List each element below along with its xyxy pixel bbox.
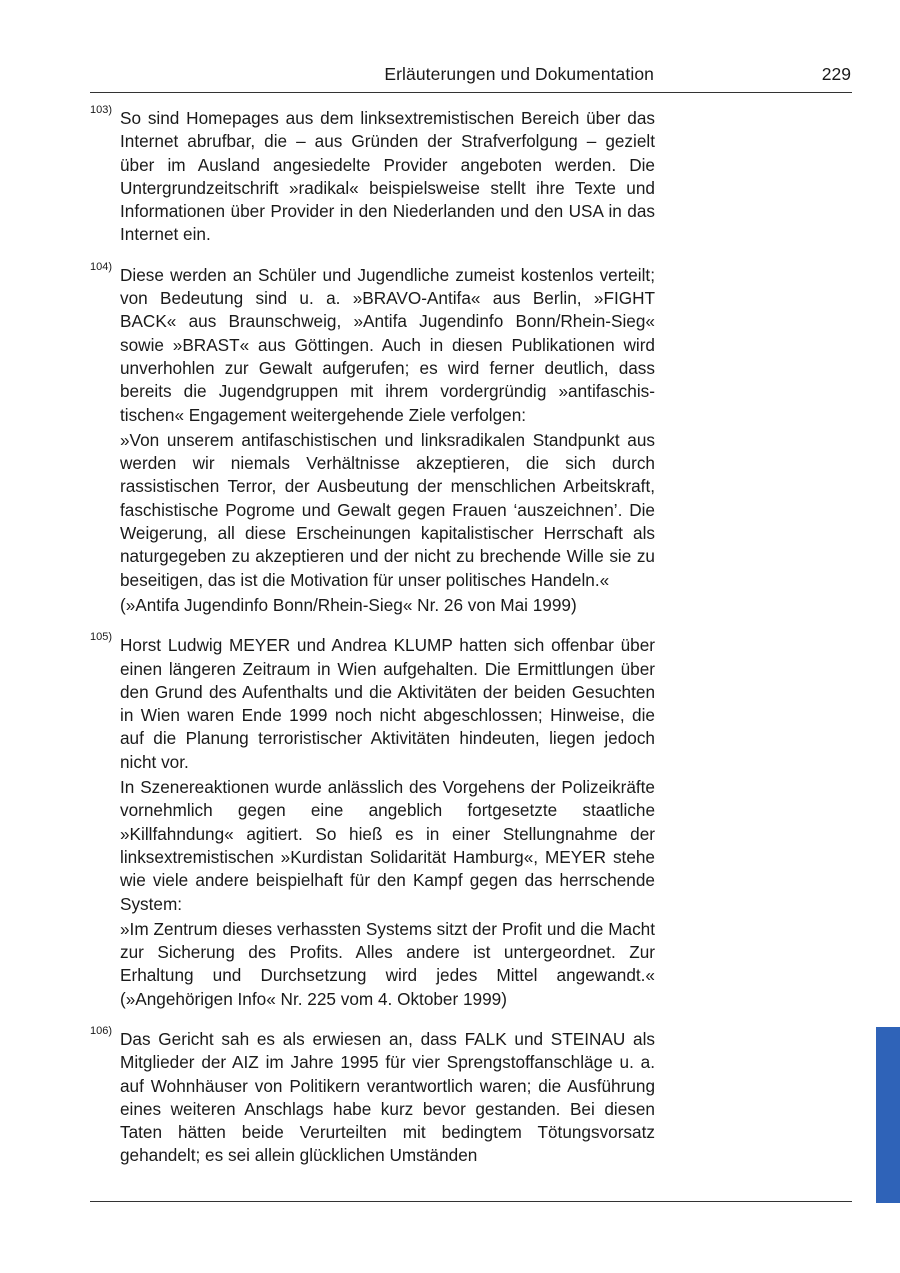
footnote-106 — [90, 1024, 655, 1168]
footer-rule — [90, 1201, 852, 1202]
footnote-paragraph: Horst Ludwig MEYER und Andrea KLUMP hatten sich offenbar über einen längeren Zeitraum in Wien aufgehalten. Die Ermittlungen über den Grund des Aufenthalts und die Aktivitäten der beiden Gesuchten in Wien waren Ende 1999 noch nicht abgeschlossen; Hinweise, die auf die Planung terroristischer Aktivitäten hindeuten, liegen jedoch nicht vor. — [120, 635, 655, 772]
footnote-quote: »Im Zentrum dieses verhassten Systems sitzt der Profit und die Macht zur Sicherung des Profits. Alles andere ist untergeordnet. Zur Erhaltung und Durchsetzung wird jedes Mittel angewandt.« (»Angehörigen Info« Nr. 225 vom 4. Oktober 1999) — [120, 918, 655, 1009]
footnote-paragraph: So sind Homepages aus dem linksextremistischen Bereich über das Internet abrufbar, die – aus Gründen der Strafverfolgung – gezielt über im Ausland angesiedelte Provider angeboten werden. Die Untergrundzeitschrift »radikal« beispielsweise stellt ihre Texte und Informationen über Provider in den Niederlanden und den USA in das Internet ein. — [120, 108, 655, 245]
footnotes-body — [90, 104, 655, 1185]
footnote-paragraph: In Szenereaktionen wurde anlässlich des Vorgehens der Polizeikräfte vornehmlich gegen eine angeblich fortgesetzte staatliche »Killfahndung« agitiert. So hieß es in einer Stellungnahme der linksextremistischen »Kurdistan Solidarität Hamburg«, MEYER stehe wie viele andere beispielhaft für den Kampf gegen das herrschende System: — [120, 777, 655, 914]
footnote-source: (»Antifa Jugendinfo Bonn/Rhein-Sieg« Nr. 26 von Mai 1999) — [120, 594, 577, 615]
footnote-number: 104) — [90, 260, 113, 273]
footnote-104 — [90, 260, 655, 617]
header-title: Erläuterungen und Dokumentation — [384, 64, 654, 84]
footnote-number: 105) — [90, 631, 113, 644]
footnote-paragraph: Diese werden an Schüler und Jugendliche zumeist kostenlos verteilt; von Bedeutung sind u. a. »BRAVO-Antifa« aus Berlin, »FIGHT BACK« aus Braunschweig, »Antifa Jugendinfo Bonn/Rhein-Sieg« sowie »BRAST« aus Göttingen. Auch in diesen Publikationen wird unverhohlen zur Gewalt aufgerufen; es wird ferner deutlich, dass bereits die Jugendgruppen mit ihrem vordergründig »antifaschistischen« Engagement weitergehende Ziele verfolgen: — [120, 264, 655, 425]
footnote-number: 103) — [90, 104, 113, 116]
footnote-quote: »Von unserem antifaschistischen und linksradikalen Standpunkt aus werden wir niemals Verhältnisse akzeptieren, die sich durch rassistischen Terror, der Ausbeutung der menschlichen Arbeitskraft, faschistische Pogrome und Gewalt gegen Frauen ‘auszeichnen’. Die Weigerung, all diese Erscheinungen kapitalistischer Herrschaft als naturgegeben zu akzeptieren und der nicht zu brechende Wille sie zu beseitigen, das ist die Motivation für unser politisches Handeln.« — [120, 429, 655, 590]
chapter-side-tab — [876, 1027, 900, 1203]
page-number: 229 — [821, 64, 851, 84]
footnote-number: 106) — [90, 1024, 113, 1037]
running-header — [90, 62, 852, 93]
footnote-105 — [90, 631, 655, 1011]
footnote-paragraph: Das Gericht sah es als erwiesen an, dass FALK und STEINAU als Mitglieder der AIZ im Jahre 1995 für vier Sprengstoffanschläge u. a. auf Wohnhäuser von Politikern verantwortlich waren; die Ausführung eines weiteren Anschlags habe kurz bevor gestanden. Bei diesen Taten hätten beide Verurteilten mit bedingtem Tötungsvorsatz gehandelt; es sei allein glücklichen Umständen — [120, 1028, 655, 1166]
footnote-103 — [90, 104, 655, 247]
